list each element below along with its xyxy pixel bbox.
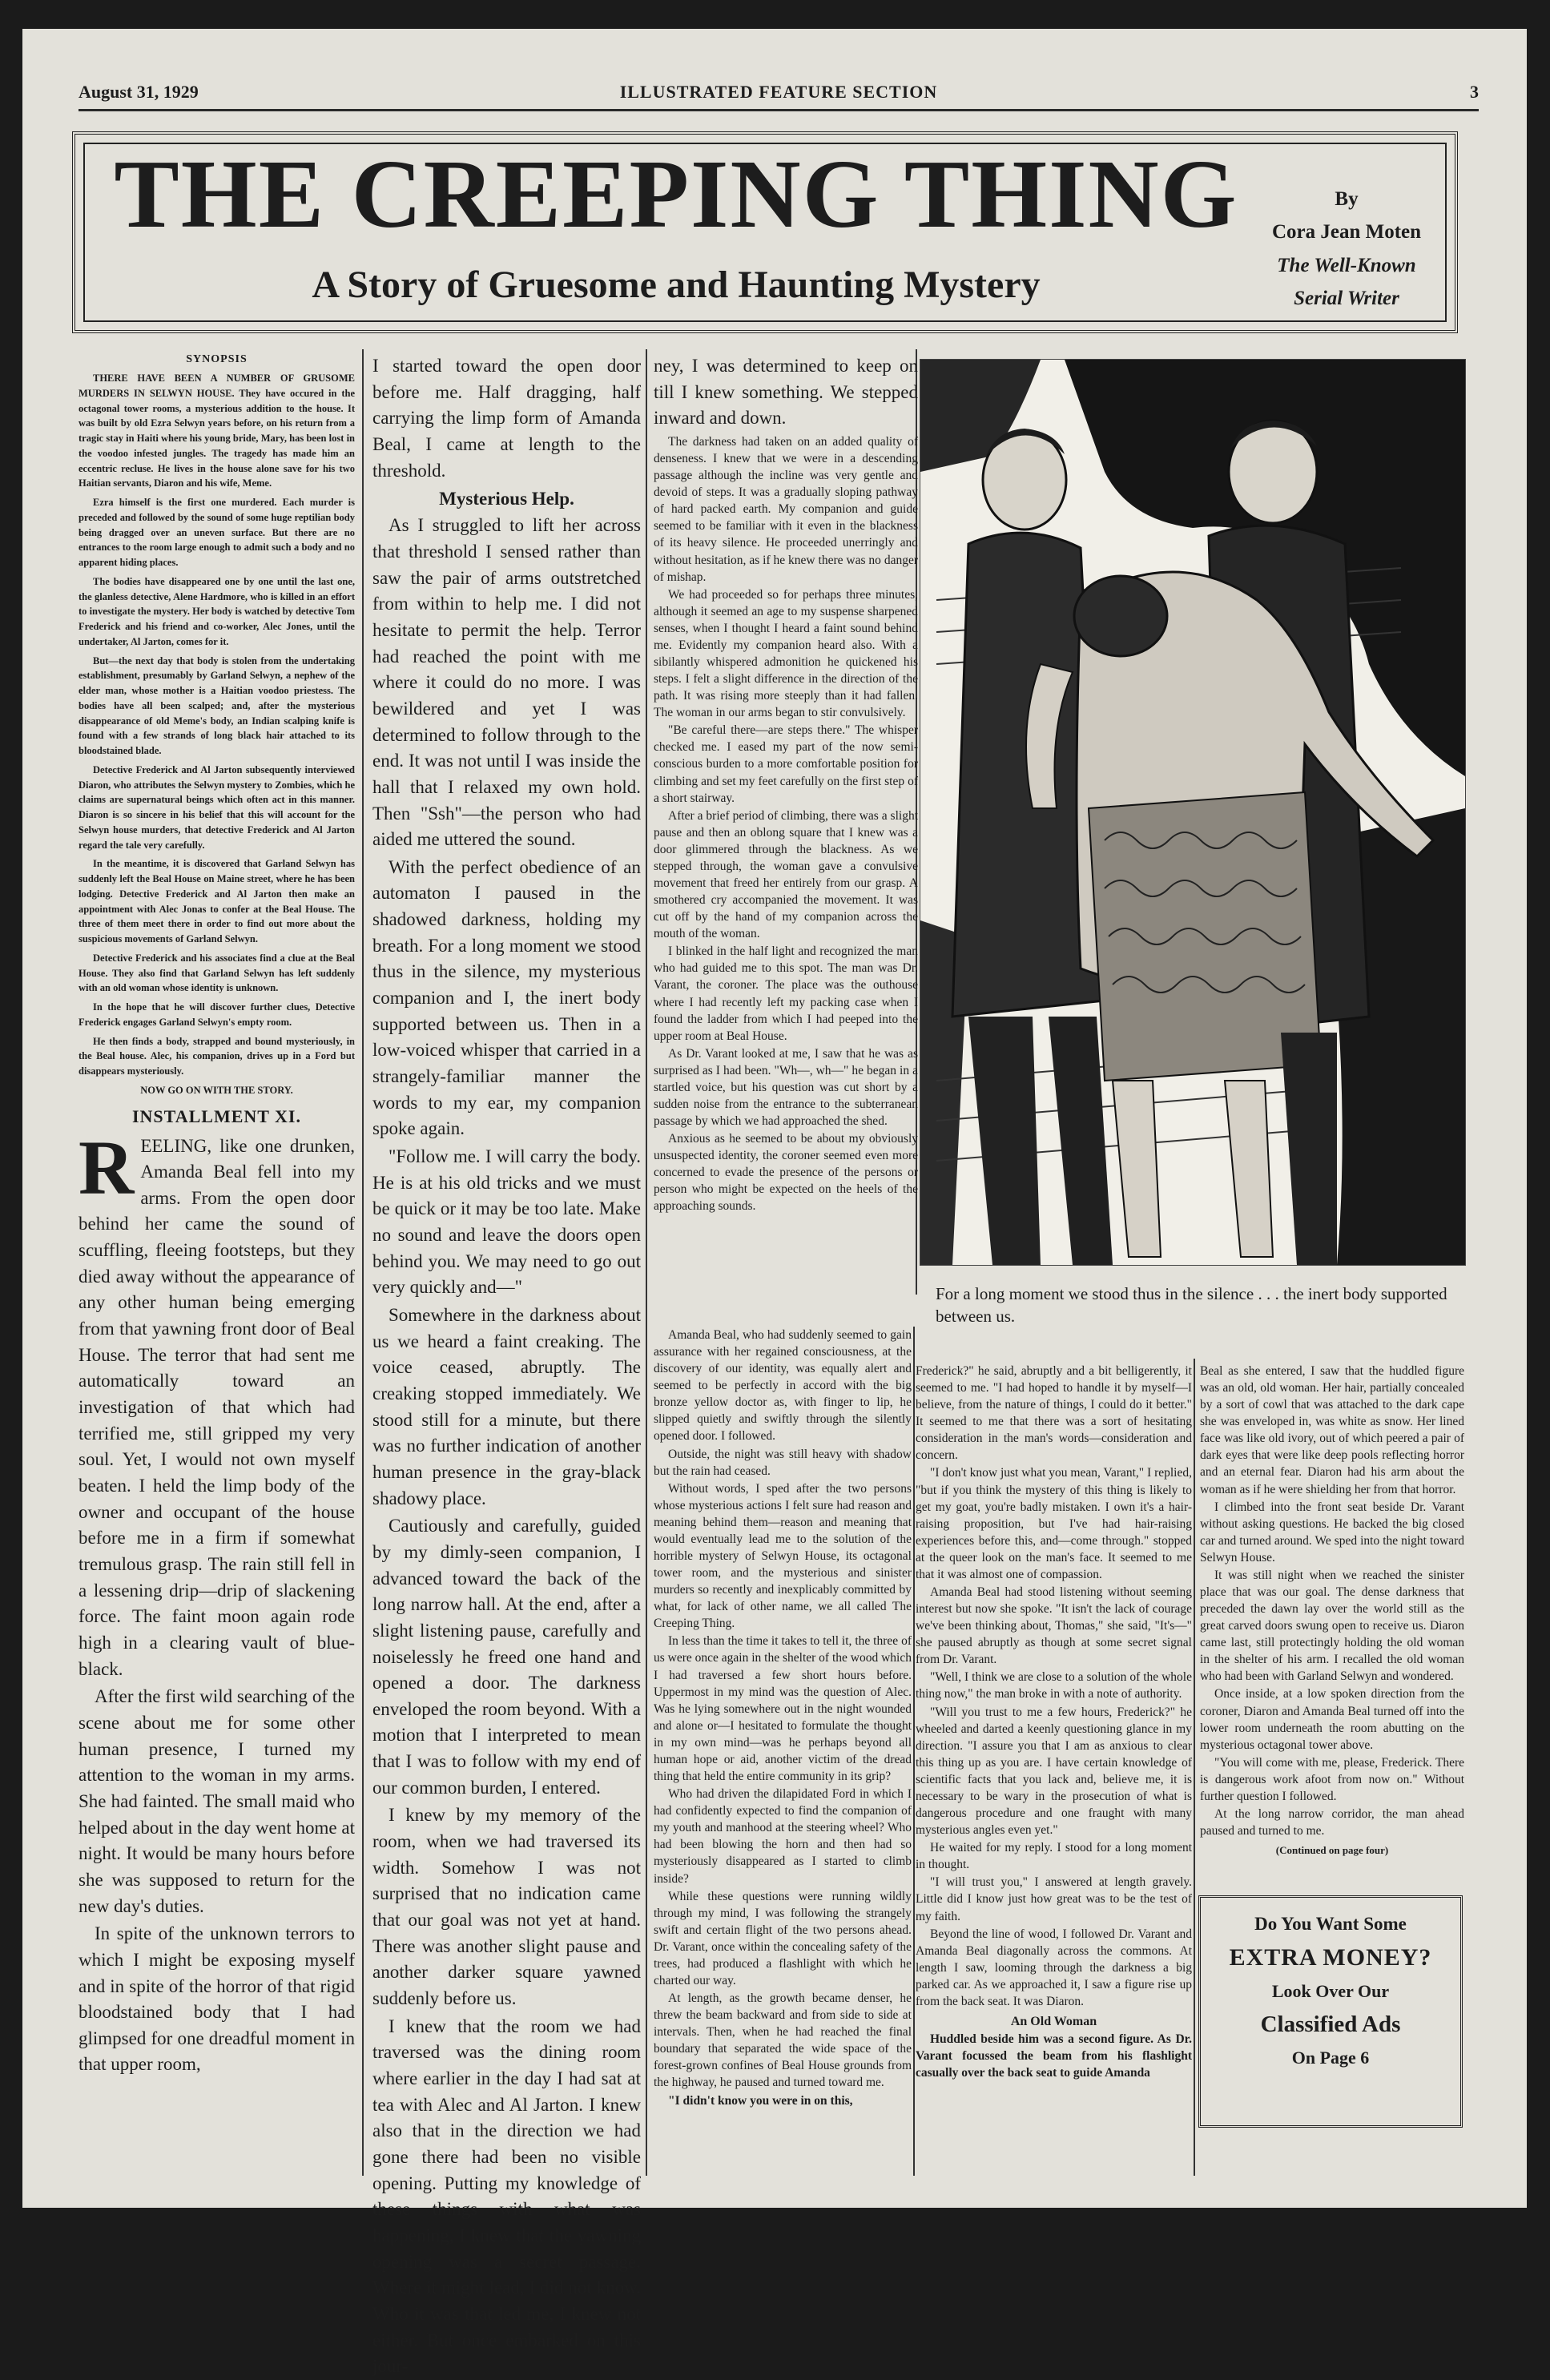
story-paragraph: "I didn't know you were in on this, (668, 2093, 853, 2108)
masthead-line (79, 77, 1479, 111)
story-paragraph: In less than the time it takes to tell it, the three of us were once again in the shelter of the wood which I had traversed a few short hours before. Uppermost in my mind was the question of Alec. Was he lying somewhere out in the night wounded and alone or—I hesitated to formulate the thought in my own mind—was he perhaps beyond all human hope or aid, another victim of the dread thing that held the entire community in its grip? (654, 1634, 912, 1784)
column-1 (79, 353, 355, 2177)
story-paragraph: As I struggled to lift her across that threshold I sensed rather than saw the pair of arms outstretched from within to help me. I did not hesitate to permit the help. Terror had reached the point with me where it could do no more. I was bewildered and yet I was determined to follow through to the end. It was not until I was inside the hall that I relaxed my own hold. Then "Ssh"—the person who had aided me uttered the sound. (372, 515, 641, 850)
story-paragraph: Somewhere in the darkness about us we heard a faint creaking. The voice ceased, abruptly. The creaking stopped immediately. We stood still for a minute, but there was no further indication of another human presence in the gray-black shadowy place. (372, 1304, 641, 1508)
ad-line-1: Do You Want Some (1254, 1914, 1407, 1934)
classified-ad-box (1198, 1895, 1463, 2128)
synopsis-heading: SYNOPSIS (186, 353, 248, 365)
story-paragraph: I knew that the room we had traversed was the dining room where earlier in the day I had sat at tea with Alec and Al Jarton. I knew also that in the direction we had gone there had been no visible opening. Putting my knowledge of these things with what was happening, I knew that the yawning opening was a secret passage. Where it might lead, I did not know. Who it was that led me, I knew not either. But once embarked on this jour- (372, 2016, 641, 2377)
section-title: ILLUSTRATED FEATURE SECTION (619, 82, 938, 102)
synopsis-paragraph: In the meantime, it is discovered that Garland Selwyn has suddenly left the Beal House on Maine street, where he has been lodging. Detective Frederick and Al Jarton then make an appointment with Alec Jonas to confer at the Beal House. The three of them meet there in order to find out more about the suspicious movements of Garland Selwyn. (79, 858, 355, 944)
subheading-mysterious-help: Mysterious Help. (439, 489, 574, 509)
story-paragraph: After a brief period of climbing, there was a slight pause and then an oblong square that I knew was a door glimmered through the blackness. As we stepped through, the woman gave a convulsive movement that freed her entirely from our grasp. A smothered cry accompanied the movement. It was cut off by the hand of my companion across the mouth of the woman. (654, 808, 918, 941)
story-paragraph: Beal as she entered, I saw that the huddled figure was an old, old woman. Her hair, partially concealed by a sort of cowl that was attached to the dark cape she was enveloped in, was white as snow. Her lined face was like old ivory, out of which peered a pair of dark eyes that were like deep pools reflecting horror and an eternal fear. Diaron had his arm about the woman as if he were shielding her from that horror. (1200, 1364, 1464, 1496)
story-paragraph: After the first wild searching of the scene about me for some other human presence, I turned my attention to the woman in my arms. She had fainted. The small maid who helped about in the day went home at night. It would be many hours before she was supposed to return for the new day's duties. (79, 1686, 355, 1916)
subheading-old-woman: An Old Woman (1010, 2014, 1097, 2028)
column-5 (1200, 1363, 1464, 1875)
synopsis-paragraph: He then finds a body, strapped and bound mysteriously, in the Beal house. Alec, his companion, drives up in a Ford but disappears mysteriously. (79, 1035, 355, 1077)
story-paragraph: Beyond the line of wood, I followed Dr. Varant and Amanda Beal diagonally across the commons. At length I saw, looming through the darkness a big parked car. As we approached it, I saw a figure rise up from the back seat. It was Diaron. (916, 1927, 1192, 2008)
synopsis-paragraph: Detective Frederick and Al Jarton subsequently interviewed Diaron, who attributes the Selwyn mystery to Zombies, which he claims are supernatural beings which often act in this manner. Diaron is so sincere in his belief that this will account for the Selwyn house murders, that detective Frederick and Al Jarton regard the tale very carefully. (79, 763, 355, 851)
synopsis-paragraph: In the hope that he will discover further clues, Detective Frederick engages Garland Selwyn's empty room. (79, 1001, 355, 1028)
synopsis-paragraph: But—the next day that body is stolen from the undertaking establishment, presumably by Garland Selwyn, a nephew of the elder man, whose mother is a Haitian voodoo priestess. The bodies have all been scalped; and, after the mysterious disappearance of old Meme's body, an Indian scalping knife is found with a few strands of long black hair attached to its bloodstained blade. (79, 654, 355, 756)
story-paragraph: Outside, the night was still heavy with shadow but the rain had ceased. (654, 1447, 912, 1478)
story-paragraph: In spite of the unknown terrors to which I might be exposing myself and in spite of the horror of that rigid bloodstained body that I had glimpsed for one dreadful moment in that upper room, (79, 1923, 355, 2075)
illustration-caption: For a long moment we stood thus in the silence . . . the inert body supported between us. (936, 1284, 1447, 1327)
drop-cap: R (79, 1124, 135, 1210)
byline-desc-1: The Well-Known (1277, 254, 1416, 276)
story-paragraph: With the perfect obedience of an automaton I paused in the shadowed darkness, holding my breath. For a long moment we stood thus in the silence, my mysterious companion and I, the inert body supported between us. Then in a low-voiced whisper that carried in a strangely-familiar manner the words to my ear, my companion spoke again. (372, 856, 641, 1139)
story-paragraph: I blinked in the half light and recognized the man who had guided me to this spot. The man was Dr. Varant, the coroner. The place was the outhouse where I had recently left my packing case when I found the ladder from which I had peeped into the upper room at Beal House. (654, 944, 918, 1043)
story-paragraph: Once inside, at a low spoken direction from the coroner, Diaron and Amanda Beal turned off into the lower room underneath the room abutting on the mysterious octagonal tower above. (1200, 1687, 1464, 1752)
story-paragraph: I knew by my memory of the room, when we had traversed its width. Somehow I was not surprised that no indication came that our goal was not yet at hand. There was another slight pause and another darker square yawned suddenly before us. (372, 1805, 641, 2009)
story-paragraph: "Well, I think we are close to a solution of the whole thing now," the man broke in with a note of authority. (916, 1670, 1192, 1701)
byline-desc-2: Serial Writer (1294, 287, 1399, 309)
ad-line-4: Classified Ads (1260, 2012, 1401, 2037)
synopsis-paragraph: THERE HAVE BEEN A NUMBER OF GRUSOME MURDERS IN SELWYN HOUSE. They have occured in the octagonal tower rooms, a mysterious addition to the house. It was built by old Ezra Selwyn years before, on his return from a tragic stay in Haiti where his young bride, Mary, has been lost in the voodoo infested jungles. The tragedy has made him an eccentric recluse. He lives in the house alone save for his two Haitian servants, Diaron and his wife, Meme. (79, 373, 355, 489)
story-paragraph: While these questions were running wildly through my mind, I was following the strangely swift and certain flight of the two persons ahead. Dr. Varant, once within the concealing safety of the trees, had produced a flashlight with which he charted our way. (654, 1889, 912, 1987)
synopsis-paragraph: Ezra himself is the first one murdered. Each murder is preceded and followed by the sound of some huge reptilian body being dragged over an uneven surface. But there are no entrances to the room large enough to admit such a body and no apparent hiding places. (79, 497, 355, 568)
story-paragraph: At length, as the growth became denser, he threw the beam backward and from side to side at intervals. Then, when he had reached the final boundary that separated the wide space of the forest-grown confines of Beal House grounds from the highway, he paused and turned toward me. (654, 1991, 912, 2090)
ad-line-5: On Page 6 (1291, 2048, 1370, 2068)
story-paragraph: ney, I was determined to keep on till I knew something. We stepped inward and down. (654, 356, 918, 429)
column-4 (916, 1363, 1192, 2177)
byline-author: Cora Jean Moten (1271, 221, 1422, 244)
story-paragraph: Frederick?" he said, abruptly and a bit belligerently, it seemed to me. "I had hoped to handle it by myself—I believe, from the nature of things, I could do it better." It seemed to me that there was a sort of hesitating consideration in the man's words—consideration and concern. (916, 1364, 1192, 1463)
story-paragraph: "Will you trust to me a few hours, Frederick?" he wheeled and darted a keenly questioning glance in my direction. "I assure you that I am as anxious to clear this thing up as you are. I have certain knowledge of scientific facts that you lack and, believe me, it is necessary to be wary in the prosecution of what is dangerous procedure and one fraught with many mysterious angles even yet." (916, 1705, 1192, 1838)
synopsis-paragraph: Detective Frederick and his associates find a clue at the Beal House. They also find that Garland Selwyn has left suddenly with an old woman whose identity is unknown. (79, 952, 355, 994)
story-paragraph (79, 1124, 355, 1683)
story-header-box (72, 131, 1458, 333)
story-paragraph: "Be careful there—are steps there." The whisper checked me. I eased my part of the now semi-conscious burden to a more comfortable position for climbing and set my feet carefully on the first step of a short stairway. (654, 723, 918, 805)
column-2 (372, 353, 641, 2377)
column-rule-2 (646, 349, 647, 2176)
newspaper-page (22, 29, 1527, 2377)
story-title: THE CREEPING THING (114, 140, 1238, 248)
page-number: 3 (1470, 82, 1479, 102)
ad-line-3: Look Over Our (1271, 1981, 1390, 2001)
story-paragraph: I started toward the open door before me. Half dragging, half carrying the limp form of Amanda Beal, I came at length to the threshold. (372, 356, 641, 481)
story-paragraph: At the long narrow corridor, the man ahead paused and turned to me. (1200, 1807, 1464, 1838)
column-3-bottom (654, 1327, 912, 2177)
story-paragraph: The darkness had taken on an added quality of denseness. I knew that we were in a descending passage although the incline was very gentle and devoid of steps. It was a gradually sloping pathway of hard packed earth. My companion and guide seemed to be familiar with it even in the blackness of its heavy silence. He proceeded unerringly and without hesitation, as if he knew there was no danger of mishap. (654, 434, 918, 584)
story-paragraph: Anxious as he seemed to be about my obviously unsuspected identity, the coroner seemed even more concerned to evade the presence of the persons or person who might be expected on the heels of the approaching sounds. (654, 1132, 918, 1214)
story-paragraph: We had proceeded so for perhaps three minutes, although it seemed an age to my suspense sharpened senses, when I thought I heard a faint sound behind me. Evidently my companion heard also. With a sibilantly whispered admonition he quickened his steps. I felt a slight difference in the direction of the path. It was rising more steeply than it had fallen. The woman in our arms began to stir convulsively. (654, 587, 918, 720)
illustration-drawing (920, 360, 1465, 1265)
column-rule-4 (913, 1327, 915, 2176)
installment-heading: INSTALLMENT XI. (131, 1105, 301, 1126)
story-paragraph: It was still night when we reached the sinister place that was our goal. The dense darkness that preceded the dawn lay over the world still as the great carved doors swung open to receive us. Diaron came last, still protectingly holding the old woman in the shelter of his arm. I recalled the old woman who had been with Garland Selwyn and wondered. (1200, 1568, 1464, 1684)
story-paragraph: "I don't know just what you mean, Varant," I replied, "but if you think the mystery of this thing is likely to get my goat, you're badly mistaken. I own it's a hair-raising proposition, but I've had hair-raising experiences before this, and—come through." stopped at the queer look on the man's face. It seemed to me that it was almost one of compassion. (916, 1466, 1192, 1581)
story-paragraph: He waited for my reply. I stood for a long moment in thought. (916, 1841, 1192, 1872)
synopsis-continue: NOW GO ON WITH THE STORY. (140, 1084, 293, 1096)
story-paragraph: Who had driven the dilapidated Ford in which I had confidently expected to find the companion of my youth and manhood at the steering wheel? Who had been blowing the horn and then had so mysteriously disappeared as I started to climb inside? (654, 1787, 912, 1886)
story-subtitle: A Story of Gruesome and Haunting Mystery (312, 264, 1041, 306)
story-paragraph: Cautiously and carefully, guided by my dimly-seen companion, I advanced toward the back of the long narrow hall. At the end, after a slight listening pause, carefully and noiselessly he freed one hand and opened a door. The darkness enveloped the room beyond. With a motion that I interpreted to mean that I was to follow with my end of our common burden, I entered. (372, 1516, 641, 1798)
story-paragraph: Without words, I sped after the two persons whose mysterious actions I felt sure had reason and meaning behind them—reason and meaning that would eventually lead me to the solution of the horrible mystery of Selwyn House, its octagonal tower room, and the mysterious and sinister murders so recently and inexplicably committed by what, for lack of other name, we all called The Creeping Thing. (654, 1481, 912, 1631)
story-paragraph: As Dr. Varant looked at me, I saw that he was as surprised as I had been. "Wh—, wh—" he began in a startled voice, but his question was cut short by a sudden noise from the entrance to the subterranean passage by which we had approached the shed. (654, 1046, 918, 1129)
ad-line-2: EXTRA MONEY? (1229, 1944, 1432, 1971)
story-paragraph: "You will come with me, please, Frederick. There is dangerous work afoot from now on." Without further question I followed. (1200, 1755, 1464, 1803)
story-paragraph: "Follow me. I will carry the body. He is at his old tricks and we must be quick or it may be too late. Make no sound and leave the doors open behind you. We may need to go out very quickly and—" (372, 1146, 641, 1298)
byline (1254, 183, 1439, 315)
story-illustration (920, 359, 1466, 1266)
story-paragraph: Huddled beside him was a second figure. As Dr. Varant focussed the beam from his flashlight casually over the back seat to guide Amanda (916, 2032, 1192, 2080)
synopsis-paragraph: The bodies have disappeared one by one until the last one, the glanless detective, Alene Hardmore, who is killed in an effort to investigate the mystery. Her body is watched by detective Tom Frederick and his friend and co-worker, Alec Jones, until the undertaker, Al Jarton, comes for it. (79, 575, 355, 647)
continued-note: (Continued on page four) (1275, 1844, 1389, 1857)
column-rule-1 (362, 349, 364, 2176)
issue-date: August 31, 1929 (79, 82, 199, 102)
byline-by: By (1335, 188, 1359, 210)
column-rule-5 (1194, 1359, 1195, 2176)
story-paragraph: I climbed into the front seat beside Dr. Varant without asking questions. He backed the big closed car and turned around. We sped into the night toward Selwyn House. (1200, 1500, 1464, 1565)
opening-text: EELING, like one drunken, Amanda Beal fell into my arms. From the open door behind her came the sound of scuffling, fleeing footsteps, but they died away without the appearance of any other human being emerging from that yawning front door of Beal House. The terror that had sent me automatically toward an investigation of that which had terrified me, still gripped my very soul. Yet, I would not own myself beaten. I held the limp body of the owner and occupant of the house before me in a firm if somewhat tremulous grasp. The rain still fell in a lessening drip—drip of slackening force. The faint moon again rode high in a clearing vault of blue-black. (79, 1135, 355, 1679)
story-paragraph: Amanda Beal, who had suddenly seemed to gain assurance with her regained consciousness, at the discovery of our identity, was equally alert and seemed to be perfectly in accord with the big bronze yellow doctor as, with finger to lip, he slipped quietly and swiftly through the silently opened door. I followed. (654, 1328, 912, 1444)
story-paragraph: Amanda Beal had stood listening without seeming interest but now she spoke. "It isn't the lack of courage we've been thinking about, Thomas," she said, "It's—" she paused abruptly as though at some secret signal from Dr. Varant. (916, 1585, 1192, 1667)
column-3-top (654, 353, 918, 1303)
story-paragraph: "I will trust you," I answered at length gravely. Little did I know just how great was to be the test of my faith. (916, 1875, 1192, 1923)
